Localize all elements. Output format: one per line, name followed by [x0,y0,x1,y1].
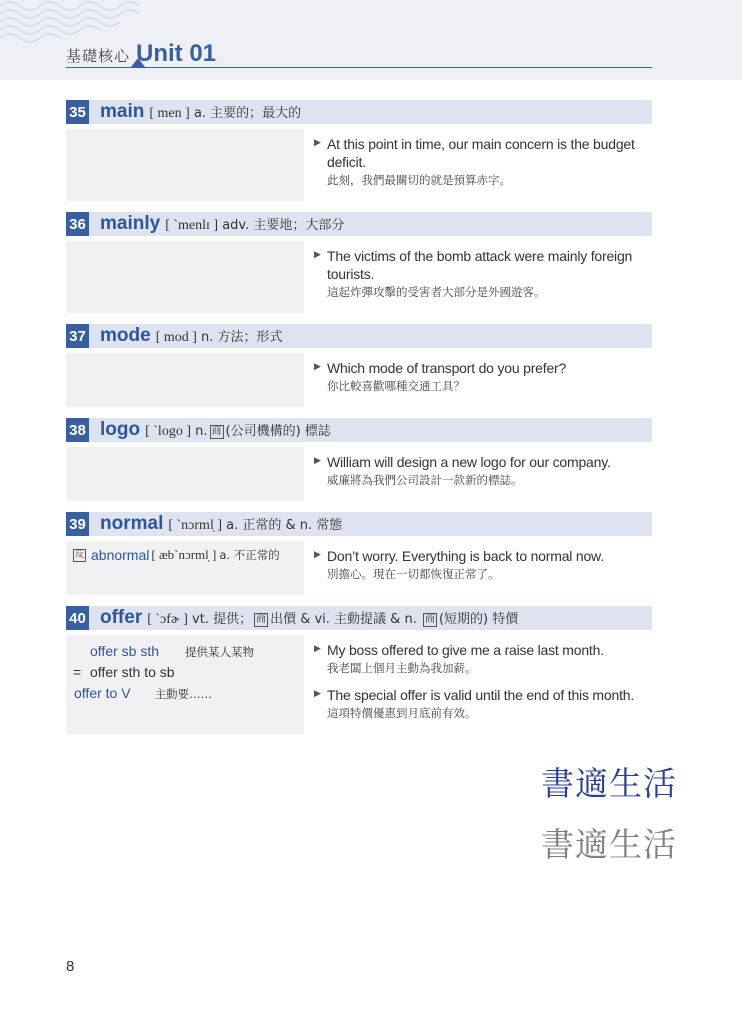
examples-panel [304,541,652,595]
example-zh: 這項特價優惠到月底前有效。 [327,706,477,720]
entry-pos-def: a. 正常的 & n. 常態 [226,518,343,533]
vocab-entry-offer [66,606,652,734]
example-zh: 此刻，我們最關切的就是預算赤字。 [327,173,511,187]
triangle-bullet-icon: ▶ [314,689,321,699]
notes-panel [66,635,304,734]
entry-ipa: [ ˋɔfɚ ] [147,612,188,627]
phrase-en: offer sth to sb [90,664,175,680]
triangle-bullet-icon: ▶ [314,456,321,466]
triangle-bullet-icon: ▶ [314,362,321,372]
phrase-item [90,643,254,660]
example-sentence [314,686,652,722]
entry-body [66,241,652,313]
phrase-item [74,685,212,702]
example-zh: 你比較喜歡哪種交通工具？ [327,379,465,393]
entry-definition [147,608,518,628]
vocab-entry-mainly [66,212,652,313]
phrase-item [73,664,175,680]
business-usage-mark: 商 [256,614,267,625]
header-pointer-icon [131,58,145,67]
example-sentence [314,547,652,583]
entry-number: 37 [66,324,89,348]
header-divider [66,67,652,68]
entry-pos-def: a. 主要的；最大的 [193,106,302,121]
entry-ipa: [ mod ] [155,330,197,345]
entry-definition [168,514,342,534]
phrase-zh: 提供某人某物 [185,645,255,659]
notes-panel [66,541,304,595]
example-sentence [314,135,652,189]
entry-ipa: [ ˋnɔrml̩ ] [168,518,223,533]
entry-body [66,447,652,501]
antonym-mark: 反 [74,549,84,560]
example-en: At this point in time, our main concern is the budget deficit. [327,136,635,170]
phrase-prefix: = [73,664,82,680]
examples-panel [304,447,652,501]
entry-header [66,100,652,124]
entry-number: 36 [66,212,89,236]
entry-def: (公司機構的) 標誌 [225,424,331,439]
entry-ipa: [ ˋmenlɪ ] [165,218,219,233]
example-zh: 別擔心。現在一切都恢復正常了。 [327,567,500,581]
entry-body [66,353,652,407]
entry-word: mainly [100,213,161,234]
entry-number: 38 [66,418,89,442]
header-zh-title: 基礎核心 [66,47,131,65]
entry-header [66,512,652,536]
entry-word: main [100,101,145,122]
wave-pattern-icon [0,0,140,44]
entry-definition [165,214,344,234]
examples-panel [304,353,652,407]
entry-body [66,635,652,734]
triangle-bullet-icon: ▶ [314,138,321,148]
examples-panel [304,129,652,201]
publisher-logo-gray: 書適生活 [541,825,677,864]
entry-definition [156,326,283,346]
entry-word: offer [100,607,143,628]
entry-header [66,324,652,348]
business-usage-mark: 商 [211,426,222,437]
entry-header [66,418,652,442]
phrase-en: offer sb sth [90,643,160,659]
example-zh: 我老闆上個月主動為我加薪。 [327,661,477,675]
triangle-bullet-icon: ▶ [314,550,321,560]
phrase-en: offer to V [74,685,131,701]
example-en: William will design a new logo for our company. [327,454,611,470]
entry-pos-def: adv. 主要地；大部分 [222,218,345,233]
entry-ipa: [ ˋlogo ] [145,424,191,439]
antonym-def: a. 不正常的 [219,548,280,562]
example-en: My boss offered to give me a raise last month. [327,642,604,658]
entry-body [66,541,652,595]
example-zh: 這起炸彈攻擊的受害者大部分是外國遊客。 [327,285,546,299]
notes-panel [66,129,304,201]
vocab-entry-logo [66,418,652,501]
entry-pos: n. [195,424,208,439]
antonym-word: abnormal [91,547,150,563]
entry-pos-def-b: 出價 & vi. 主動提議 & n. [270,612,417,627]
antonym [73,547,280,563]
entry-header [66,606,652,630]
examples-panel [304,635,652,734]
example-en: The special offer is valid until the end of this month. [327,687,635,703]
examples-panel [304,241,652,313]
example-en: Which mode of transport do you prefer? [327,360,567,376]
triangle-bullet-icon: ▶ [314,644,321,654]
entry-body [66,129,652,201]
header-unit: Unit 01 [136,40,217,67]
example-sentence [314,641,652,677]
example-en: Don’t worry. Everything is back to normal now. [327,548,604,564]
publisher-logo-blue: 書適生活 [541,764,677,803]
phrase-zh: 主動要…… [154,687,213,701]
entry-pos-def-c: (短期的) 特價 [438,612,519,627]
notes-panel [66,353,304,407]
entry-definition [145,420,331,440]
entry-word: logo [100,419,141,440]
entry-word: mode [100,325,151,346]
example-sentence [314,359,652,395]
example-zh: 威廉將為我們公司設計一款新的標誌。 [327,473,523,487]
entry-pos-def-a: vt. 提供； [192,612,253,627]
notes-panel [66,241,304,313]
entry-number: 35 [66,100,89,124]
vocab-entry-mode [66,324,652,407]
antonym-ipa: [ æbˋnɔrml̩ ] [151,547,217,562]
entry-number: 39 [66,512,89,536]
entry-header [66,212,652,236]
entry-definition [149,102,301,122]
page-number: 8 [66,958,75,975]
example-sentence [314,453,652,489]
vocab-entry-normal [66,512,652,595]
notes-panel [66,447,304,501]
triangle-bullet-icon: ▶ [314,250,321,260]
entry-pos-def: n. 方法；形式 [201,330,283,345]
example-sentence [314,247,652,301]
business-usage-mark: 商 [424,614,435,625]
entry-word: normal [100,513,164,534]
entry-ipa: [ men ] [149,106,190,121]
entry-number: 40 [66,606,89,630]
example-en: The victims of the bomb attack were mainly foreign tourists. [327,248,633,282]
vocab-entry-main [66,100,652,201]
